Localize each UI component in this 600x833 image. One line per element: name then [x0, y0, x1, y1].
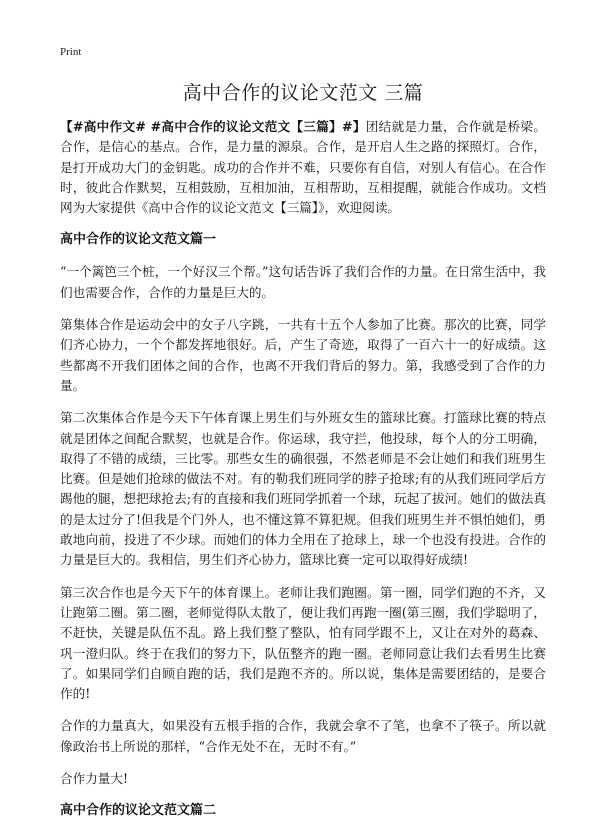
paragraph: 第三次合作也是今天下午的体育课上。老师让我们跑圈。第一圈，同学们跑的不齐，又让跑第二圈。第二圈，老师觉得队太散了，便让我们再跑一圈(第三圈，我们学聪明了，不赶快，关键是队伍不乱。路上我们整了整队，怕有同学跟不上，又让在对外的葛森、巩一澄归队。终于在我们的努力下，队伍整齐的跑一圈。老师同意让我们去看男生比赛了。如果同学们自顾自跑的话，我们是跑不齐的。所以说，集体是需要团结的，是要合作的!	[60, 584, 546, 702]
print-link[interactable]: Print	[60, 46, 82, 58]
intro-text: 团结就是力量，合作就是桥梁。合作，是信心的基点。合作，是力量的源泉。合作，是开启人生之路的探照灯。合作，是打开成功大门的金钥匙。成功的合作并不难，只要你有自信，对别人有信心。在合作时，彼此合作默契，互相鼓励，互相加油，互相帮助，互相提醒，就能合作成功。文档网为大家提供《高中合作的议论文范文【三篇】》，欢迎阅读。	[60, 119, 547, 216]
page-title: 高中合作的议论文范文 三篇	[182, 82, 424, 104]
paragraph: 第集体合作是运动会中的女子八字跳，一共有十五个人参加了比赛。那次的比赛，同学们齐心协力，一个个都发挥地很好。后，产生了奇迹，取得了一百六十一的好成绩。这些都离不开我们团体之间的合作，也离不开我们背后的努力。第，我感受到了合作的力量。	[60, 317, 546, 393]
section-heading-1: 高中合作的议论文范文篇一	[60, 232, 217, 248]
paragraph: 第二次集体合作是今天下午体育课上男生们与外班女生的篮球比赛。打篮球比赛的特点就是团体之间配合默契，也就是合作。你运球，我守拦，他投球，每个人的分工明确，取得了不错的成绩，三比零。那些女生的确很强，不然老师是不会让她们和我们班男生比赛。但是她们抢球的做法不对。有的勒我们班同学的脖子抢球;有的从我们班同学后方踢他的腿，想把球抢去;有的直接和我们班同学抓着一个球，玩起了拔河。她们的做法真的是太过分了!但我是个门外人，也不懂这算不算犯规。但我们班男生并不惧怕她们，勇敢地向前，投进了不少球。而她们的体力全用在了抢球上，球一个也没有投进。合作的力量是巨大的。我相信，男生们齐心协力，篮球比赛一定可以取得好成绩!	[60, 410, 546, 568]
paragraph: 合作的力量真大，如果没有五根手指的合作，我就会拿不了笔，也拿不了筷子。所以就像政治书上所说的那样，“合作无处不在，无时不有。”	[60, 718, 546, 754]
section-heading-2: 高中合作的议论文范文篇二	[60, 803, 217, 819]
paragraph: 合作力量大!	[60, 771, 129, 787]
article	[60, 78, 546, 833]
intro-paragraph	[60, 117, 546, 218]
intro-tag: 【#高中作文# #高中合作的议论文范文【三篇】#】	[60, 119, 366, 134]
paragraph: “一个篱笆三个桩，一个好汉三个帮。”这句话告诉了我们合作的力量。在日常生活中，我们也需要合作，合作的力量是巨大的。	[60, 264, 546, 300]
